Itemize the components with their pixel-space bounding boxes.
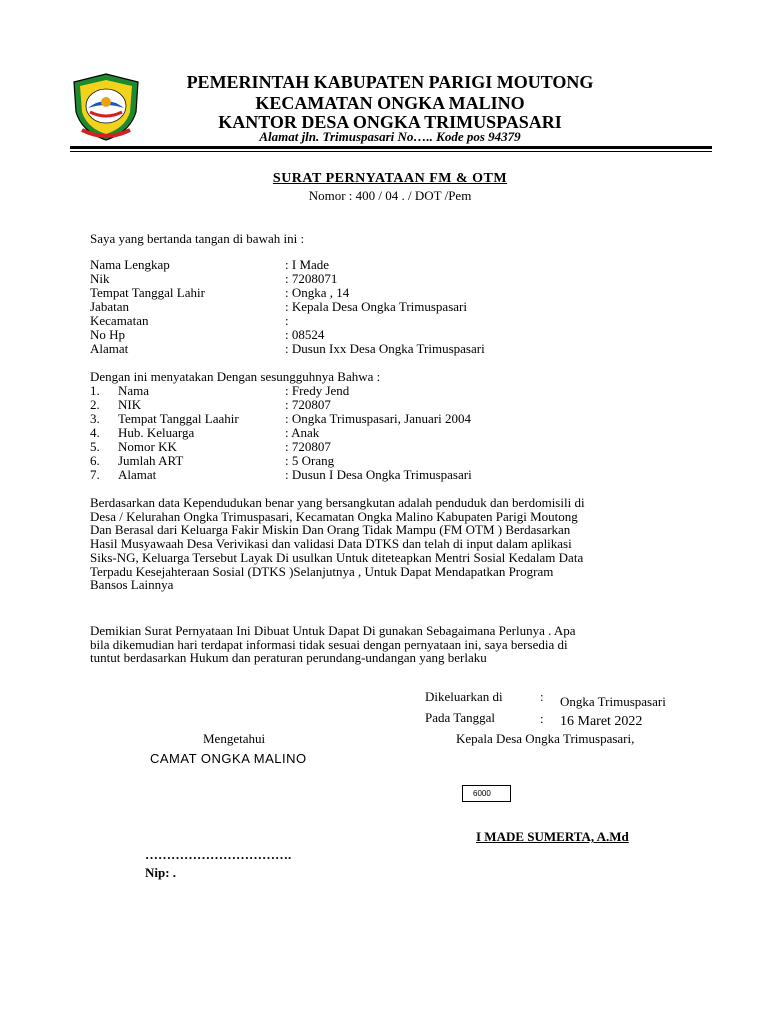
letterhead-line-1: PEMERINTAH KABUPATEN PARIGI MOUTONG xyxy=(186,72,594,92)
letterhead-divider-thick xyxy=(70,146,712,149)
subject-value: : Ongka Trimuspasari, Januari 2004 xyxy=(285,411,471,426)
signer-value: : 08524 xyxy=(285,327,325,342)
body-line: Dan Berasal dari Keluarga Fakir Miskin Dan Orang Tidak Mampu (FM OTM ) Berdasarkan xyxy=(90,522,571,538)
subject-number: 4. xyxy=(90,425,100,440)
signer-value: : Ongka , 14 xyxy=(285,285,350,300)
signer-value: : 7208071 xyxy=(285,271,338,286)
signer-value: : Kepala Desa Ongka Trimuspasari xyxy=(285,299,467,314)
issued-place-label: Dikeluarkan di xyxy=(425,689,503,704)
document-title: SURAT PERNYATAAN FM & OTM xyxy=(272,171,508,186)
subject-number: 7. xyxy=(90,467,100,482)
signer-label: Nik xyxy=(90,271,110,286)
stamp-duty-box: 6000 xyxy=(462,785,511,802)
village-head-name: I MADE SUMERTA, A.Md xyxy=(476,829,629,844)
body-line: Terpadu Kesejahteraan Sosial (DTKS )Selanjutnya , Untuk Dapat Mendapatkan Program xyxy=(90,563,554,579)
signer-label: No Hp xyxy=(90,327,126,342)
acknowledge-label: Mengetahui xyxy=(203,731,266,746)
closing-paragraph xyxy=(90,624,576,665)
issued-date-label: Pada Tanggal xyxy=(425,710,495,725)
closing-line: tuntut berdasarkan Hukum dan peraturan perundang-undangan yang berlaku xyxy=(90,650,487,666)
subject-value: : Fredy Jend xyxy=(285,383,350,398)
letterhead-address: Alamat jln. Trimuspasari No….. Kode pos 94379 xyxy=(259,129,521,144)
body-line: Siks-NG, Keluarga Tersebut Layak Di usulkan Untuk diteteapkan Mentri Sosial Kedalam Data xyxy=(90,549,584,565)
letterhead-line-2: KECAMATAN ONGKA MALINO xyxy=(255,93,525,113)
issued-place-colon: : xyxy=(540,689,544,704)
subject-label: Tempat Tanggal Laahir xyxy=(118,411,239,426)
subject-number: 3. xyxy=(90,411,100,426)
letterhead-line-3: KANTOR DESA ONGKA TRIMUSPASARI xyxy=(218,112,562,132)
signer-value: : xyxy=(285,313,289,328)
subject-number: 2. xyxy=(90,397,100,412)
closing-line: bila dikemudian hari terdapat informasi tidak sesuai dengan pernyataan ini, saya bersedia di xyxy=(90,636,568,652)
subject-label: Nomor KK xyxy=(118,439,177,454)
subject-value: : 5 Orang xyxy=(285,453,335,468)
statement-intro: Dengan ini menyatakan Dengan sesungguhnya Bahwa : xyxy=(90,369,381,384)
camat-nip: Nip: . xyxy=(145,865,177,880)
subject-number: 6. xyxy=(90,453,100,468)
document-number: Nomor : 400 / 04 . / DOT /Pem xyxy=(308,188,472,203)
subject-value: : 720807 xyxy=(285,397,331,412)
signer-value: : Dusun Ixx Desa Ongka Trimuspasari xyxy=(285,341,485,356)
camat-name-placeholder: ……………………………. xyxy=(145,847,292,862)
body-line: Berdasarkan data Kependudukan benar yang bersangkutan adalah penduduk dan berdomisili di xyxy=(90,495,585,510)
camat-office-title: CAMAT ONGKA MALINO xyxy=(150,751,307,766)
subject-number: 5. xyxy=(90,439,100,454)
subject-value: : Anak xyxy=(285,425,320,440)
body-line: Bansos Lainnya xyxy=(90,577,174,593)
signer-label: Alamat xyxy=(90,341,129,356)
subject-value: : 720807 xyxy=(285,439,331,454)
signer-label: Tempat Tanggal Lahir xyxy=(90,285,205,300)
subject-label: NIK xyxy=(118,397,142,412)
signer-value: : I Made xyxy=(285,257,330,272)
subject-label: Alamat xyxy=(118,467,157,482)
signer-label: Nama Lengkap xyxy=(90,257,170,272)
subject-value: : Dusun I Desa Ongka Trimuspasari xyxy=(285,467,472,482)
subject-label: Nama xyxy=(118,383,150,398)
body-paragraph xyxy=(90,496,585,592)
intro-text: Saya yang bertanda tangan di bawah ini : xyxy=(90,231,305,246)
letterhead-divider-thin xyxy=(70,151,712,152)
issued-date-value: 16 Maret 2022 xyxy=(560,714,643,729)
subject-number: 1. xyxy=(90,383,100,398)
issued-place-value: Ongka Trimuspasari xyxy=(560,694,666,709)
issued-date-colon: : xyxy=(540,711,544,726)
village-head-office-title: Kepala Desa Ongka Trimuspasari, xyxy=(456,731,635,746)
subject-label: Jumlah ART xyxy=(118,453,184,468)
subject-label: Hub. Keluarga xyxy=(118,425,195,440)
signer-label: Jabatan xyxy=(90,299,129,314)
body-line: Desa / Kelurahan Ongka Trimuspasari, Kecamatan Ongka Malino Kabupaten Parigi Moutong xyxy=(90,508,578,524)
regency-emblem-logo xyxy=(70,72,142,142)
signer-label: Kecamatan xyxy=(90,313,149,328)
closing-line: Demikian Surat Pernyataan Ini Dibuat Untuk Dapat Di gunakan Sebagaimana Perlunya . Apa xyxy=(90,623,576,638)
body-line: Hasil Musyawaah Desa Verivikasi dan validasi Data DTKS dan telah di input dalam aplikasi xyxy=(90,536,572,552)
